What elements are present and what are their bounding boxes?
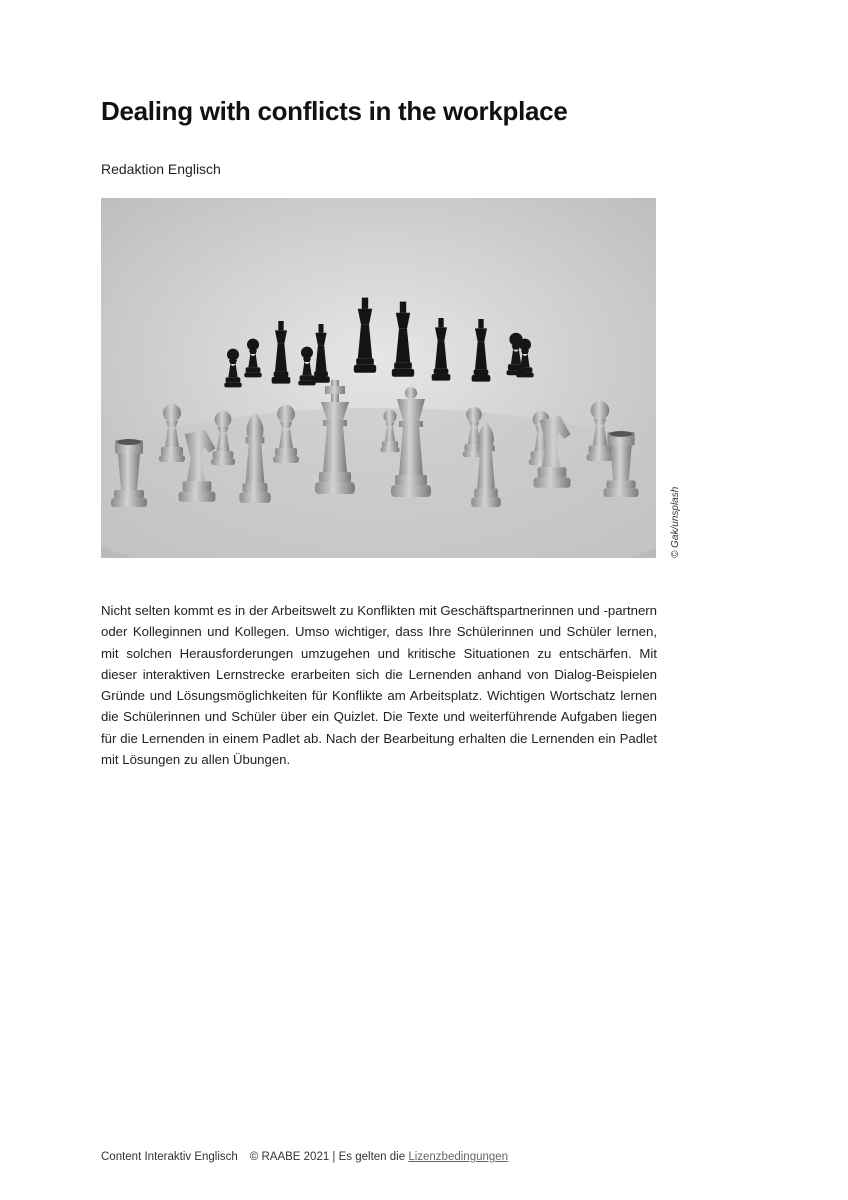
document-title: Dealing with conflicts in the workplace [101, 96, 568, 126]
chess-photo [101, 198, 656, 558]
image-credit: © Gak/unsplash [670, 486, 681, 558]
footer-copyright: © RAABE 2021 | Es gelten die [249, 1151, 406, 1163]
license-link[interactable]: Lizenzbedingungen [408, 1151, 509, 1163]
page-footer [101, 1151, 508, 1163]
footer-product: Content Interaktiv Englisch [101, 1151, 238, 1163]
author-line: Redaktion Englisch [101, 161, 221, 177]
intro-paragraph: Nicht selten kommt es in der Arbeitswelt zu Konflikten mit Geschäftspartnerinnen und -partnern oder Kolleginnen und Kollegen. Umso wichtiger, dass Ihre Schülerinnen und Schüler lernen, mit solchen Herausforderungen umzugehen und kritische Situationen zu entschärfen. Mit dieser interaktiven Lernstrecke erarbeiten sich die Lernenden anhand von Dialog-Beispielen Gründe und Lösungsmöglichkeiten für Konflikte am Arbeitsplatz. Wichtigen Wortschatz lernen die Schülerinnen und Schüler über ein Quizlet. Die Texte und weiterführende Aufgaben liegen für die Lernenden in einem Padlet ab. Nach der Bearbeitung erhalten die Lernenden ein Padlet mit Lösungen zu allen Übungen. [101, 603, 657, 768]
